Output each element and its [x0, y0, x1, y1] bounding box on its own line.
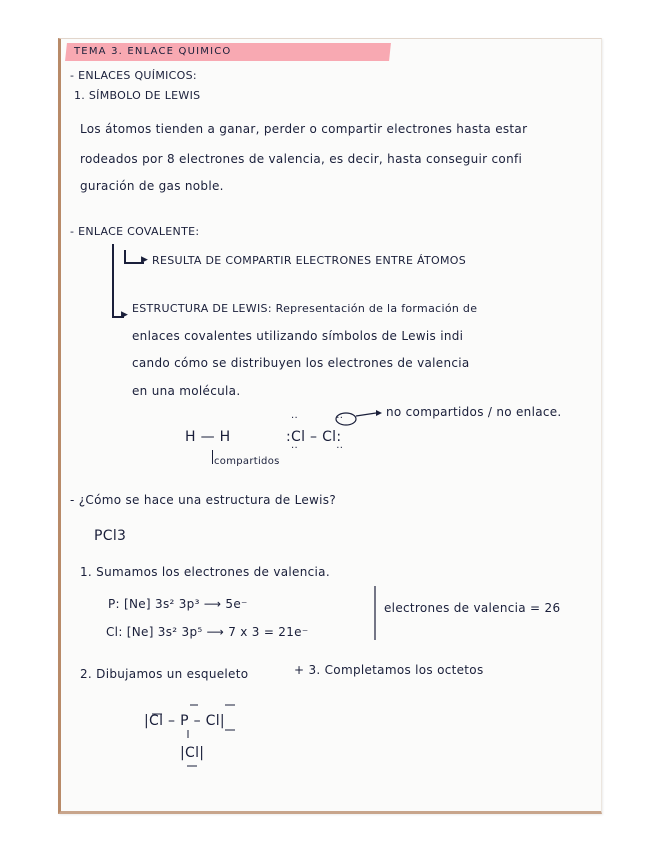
lone-pair-arrowhead — [376, 410, 382, 416]
molecule-formula: PCl3 — [94, 528, 127, 544]
lewis-structure-line-3: cando cómo se distribuyen los electrones de valencia — [132, 356, 470, 370]
lewis-structure-line-2: enlaces covalentes utilizando símbolos de Lewis indi — [132, 329, 464, 343]
section-heading-bonds: - ENLACES QUÍMICOS: — [70, 69, 197, 82]
subsection-lewis-symbol: 1. SÍMBOLO DE LEWIS — [74, 89, 201, 102]
cl2-top-dots: ·· ·· — [291, 413, 344, 424]
pcl3-structure-bottom: |Cl| — [180, 745, 205, 761]
chlorine-configuration: Cl: [Ne] 3s² 3p⁵ ⟶ 7 x 3 = 21e⁻ — [106, 625, 309, 639]
pcl3-structure-top: |Cl – P – Cl| — [144, 713, 225, 729]
lewis-structure-line-1: ESTRUCTURA DE LEWIS: Representación de la formación de — [132, 302, 478, 315]
section-heading-covalent: - ENLACE COVALENTE: — [70, 225, 200, 238]
step-3: + 3. Completamos los octetos — [294, 663, 484, 677]
lone-pair-circle — [336, 413, 356, 425]
h2-molecule: H — H — [185, 429, 231, 445]
page-title: TEMA 3. ENLACE QUIMICO — [74, 46, 232, 57]
phosphorus-configuration: P: [Ne] 3s² 3p³ ⟶ 5e⁻ — [108, 597, 248, 611]
cl2-bottom-dots: ·· ·· — [291, 443, 344, 454]
step-2: 2. Dibujamos un esqueleto — [80, 667, 249, 681]
lewis-structure-line-4: en una molécula. — [132, 384, 241, 398]
unshared-electrons-note: no compartidos / no enlace. — [386, 405, 562, 419]
lewis-question: - ¿Cómo se hace una estructura de Lewis? — [70, 493, 336, 507]
step-1: 1. Sumamos los electrones de valencia. — [80, 565, 330, 579]
total-valence-electrons: electrones de valencia = 26 — [384, 601, 561, 615]
cl2-molecule: :Cl – Cl: — [286, 429, 342, 445]
arrow-1-head: ▶ — [141, 255, 149, 265]
arrow-2-head: ▶ — [121, 310, 129, 320]
shared-electrons-note: compartidos — [214, 456, 280, 467]
covalent-definition: RESULTA DE COMPARTIR ELECTRONES ENTRE ÁTOMOS — [152, 254, 467, 267]
lone-pair-arrow — [356, 413, 376, 416]
paragraph-line-2: rodeados por 8 electrones de valencia, es decir, hasta conseguir confi — [80, 152, 523, 166]
paragraph-line-1: Los átomos tienden a ganar, perder o compartir electrones hasta estar — [80, 122, 528, 136]
paragraph-line-3: guración de gas noble. — [80, 179, 224, 193]
